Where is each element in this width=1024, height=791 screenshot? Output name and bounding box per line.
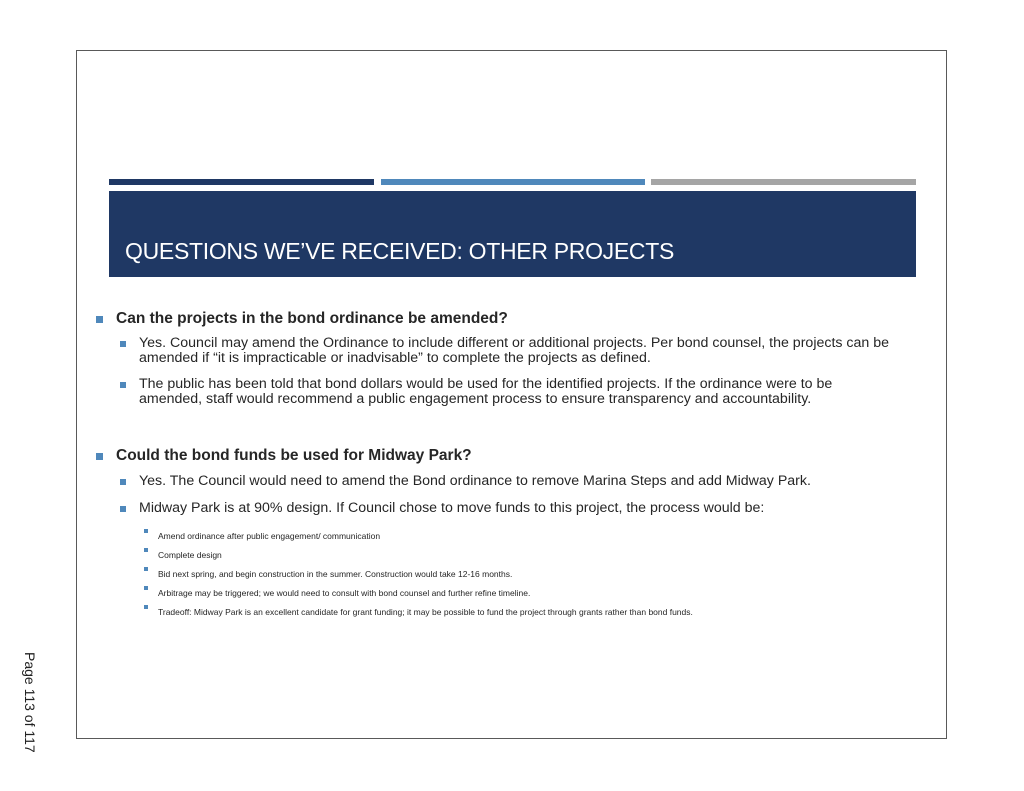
sub-list-item [158,602,693,620]
sub-list-item [158,564,512,582]
list-item [139,336,934,366]
bullet-icon [120,506,126,512]
list-item [139,377,899,407]
bullet-icon [120,479,126,485]
sub-list-item [158,583,530,601]
bullet-icon [96,453,103,460]
list-item-text: The public has been told that bond dollars would be used for the identified projects. If the ordinance were to be amended, staff would recommend a public engagement process to ensure transparency and accountability. [139,376,833,407]
sub-list-item-text: Bid next spring, and begin construction in the summer. Construction would take 12-16 months. [158,569,513,579]
list-item-text: Yes. The Council would need to amend the Bond ordinance to remove Marina Steps and add Midway Park. [139,473,811,489]
bullet-icon [144,548,148,552]
section-heading [116,310,508,328]
slide [76,50,947,739]
section-heading-text: Could the bond funds be used for Midway Park? [116,447,472,464]
bullet-icon [144,586,148,590]
sub-list-item-text: Complete design [158,550,222,560]
list-item [139,501,929,516]
bullet-icon [144,567,148,571]
bullet-icon [144,605,148,609]
sub-list-item [158,526,380,544]
section-heading-text: Can the projects in the bond ordinance be amended? [116,310,508,327]
bullet-icon [96,316,103,323]
page-number: Page 113 of 117 [22,652,38,753]
bullet-icon [120,341,126,347]
sub-list-item [158,545,222,563]
slide-content [77,51,946,738]
sub-list-item-text: Arbitrage may be triggered; we would need to consult with bond counsel and further refine timeline. [158,588,531,598]
list-item-text: Midway Park is at 90% design. If Council chose to move funds to this project, the process would be: [139,500,765,516]
section-heading [116,447,472,465]
slide-title: QUESTIONS WE’VE RECEIVED: OTHER PROJECTS [125,238,675,264]
bullet-icon [144,529,148,533]
list-item [139,474,929,489]
list-item-text: Yes. Council may amend the Ordinance to include different or additional projects. Per bond counsel, the projects can be amended if “it is impracticable or inadvisable” to complete the projects as defined. [139,335,890,366]
bullet-icon [120,382,126,388]
sub-list-item-text: Tradeoff: Midway Park is an excellent candidate for grant funding; it may be possible to fund the project through grants rather than bond funds. [158,607,693,617]
sub-list-item-text: Amend ordinance after public engagement/ communication [158,531,381,541]
